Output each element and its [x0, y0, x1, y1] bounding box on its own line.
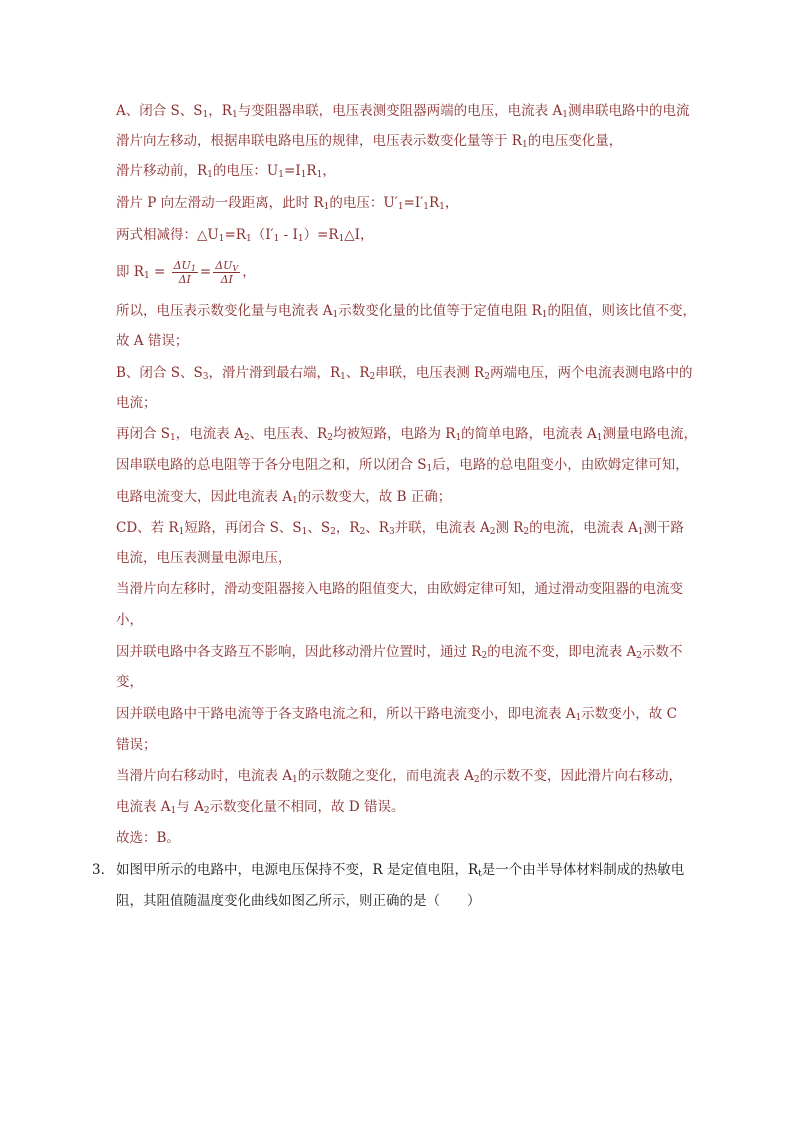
solution-a-line-8: 故 A 错误；: [116, 333, 189, 349]
solution-b-line-5: 电路电流变大，因此电流表 $A_1$的示数变大，故 B 正确；: [116, 489, 452, 506]
solution-cd-line-2: 电流，电压表测量电源电压，: [116, 550, 292, 566]
solution-cd-line-4: 小，: [116, 612, 143, 628]
solution-cd-line-3: 当滑片向左移时，滑动变阻器接入电路的阻值变大，由欧姆定律可知，通过滑动变阻器的电流变: [116, 581, 683, 597]
solution-a-line-1: A、闭合 S、$S_1$，$R_1$与变阻器串联，电压表测变阻器两端的电压，电流表 $A_1$测串联电路中的电流: [116, 103, 690, 120]
solution-a-line-7: 所以，电压表示数变化量与电流表 $A_1$示数变化量的比值等于定值电阻 $R_1$的阻值，则该比值不变，: [116, 303, 696, 320]
solution-a-line-2: 滑片向左移动，根据串联电路电压的规律，电压表示数变化量等于 $R_1$的电压变化量，: [116, 133, 623, 150]
fraction-delta-u1-over-delta-i: $\frac{\Delta U_1}{\Delta I}$: [173, 259, 196, 286]
solution-b-line-2: 电流；: [116, 395, 157, 411]
solution-cd-line-8: 错误；: [116, 737, 157, 753]
solution-cd-line-7: 因并联电路中干路电流等于各支路电流之和，所以干路电流变小，即电流表 $A_1$示数变小，故 C: [116, 706, 677, 723]
solution-a-line-4: 滑片 P 向左滑动一段距离，此时 $R_1$的电压：$U'_1=I'_1R_1$，: [116, 195, 459, 212]
fraction-delta-uv-over-delta-i: $\frac{\Delta U_V}{\Delta I}$: [215, 259, 239, 286]
solution-cd-line-10: 电流表 $A_1$与 $A_2$示数变化量不相同，故 D 错误。: [116, 799, 405, 816]
question-3-number: 3．: [92, 862, 115, 878]
solution-b-line-1: B、闭合 S、$S_3$，滑片滑到最右端，$R_1$、$R_2$串联，电压表测 $R_2$两端电压，两个电流表测电路中的: [116, 365, 693, 382]
solution-cd-line-1: CD、若 $R_1$短路，再闭合 S、$S_1$、$S_2$，$R_2$、$R_3$并联，电流表 $A_2$测 $R_2$的电流，电流表 $A_1$测干路: [116, 520, 684, 537]
solution-cd-line-5: 因并联电路中各支路互不影响，因此移动滑片位置时，通过 $R_2$的电流不变，即电流表 $A_2$示数不: [116, 644, 683, 661]
solution-cd-line-9: 当滑片向右移动时，电流表 $A_1$的示数随之变化，而电流表 $A_2$的示数不变，因此滑片向右移动，: [116, 768, 683, 785]
solution-b-line-3: 再闭合 $S_1$，电流表 $A_2$、电压表、$R_2$均被短路，电路为 $R_1$的简单电路，电流表 $A_1$测量电路电流，: [116, 426, 697, 443]
question-3-line-2: 阻，其阻值随温度变化曲线如图乙所示，则正确的是（ ）: [116, 893, 481, 909]
solution-a-line-5: 两式相减得：$\triangle U_1=R_1(I'_1$ - $I_1)=R_1\triangle I$，: [116, 227, 374, 244]
solution-cd-line-6: 变，: [116, 674, 143, 690]
solution-answer: 故选：B。: [116, 830, 180, 846]
solution-a-line-3: 滑片移动前，$R_1$的电压：$U_1=I_1R_1$，: [116, 163, 336, 180]
solution-b-line-4: 因串联电路的总电阻等于各分电阻之和，所以闭合 $S_1$后，电路的总电阻变小，由欧姆定律可知，: [116, 457, 689, 474]
solution-a-formula: 即 $R_1$ = $\frac{\Delta U_1}{\Delta I}$ = $\frac{\Delta U_V}{\Delta I}$ ，: [116, 259, 256, 286]
question-3-line-1: 如图甲所示的电路中，电源电压保持不变，R 是定值电阻，$R_t$是一个由半导体材料制成的热敏电: [116, 862, 685, 879]
